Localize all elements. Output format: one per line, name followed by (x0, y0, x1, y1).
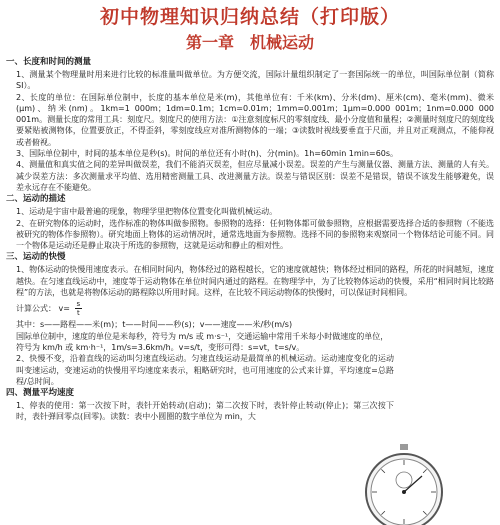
paragraph: 2、长度的单位：在国际单位制中，长度的基本单位是米(m)，其他单位有：千米(km)、分米(dm)、厘米(cm)、毫米(mm)、微米(μm)、纳米(nm)。1km=1 000m；1dm=0.1m；1cm=0.01m；1mm=0.001m；1μm=0.000 001m；1nm=0.000 000 001m。测量长度的常用工具：刻度尺。刻度尺的使用方法：①注意刻度标尺的零刻度线、最小分度值和量程；②测量时刻度尺的刻度线要紧贴被测物体，位置要放正，不得歪斜，零刻度线应对准所测物体的一端；③读数时视线要垂直于尺面，并且对正观测点，不能仰视或者俯视。 (16, 92, 494, 147)
section-heading: 二、运动的描述 (6, 194, 66, 205)
stopwatch-pivot (402, 490, 406, 494)
stopwatch-crown (400, 444, 408, 450)
paragraph: 1、测量某个物理量时用来进行比较的标准量叫做单位。为方便交流，国际计量组织制定了一套国际统一的单位，叫国际单位制（简称 SI）。 (16, 70, 494, 91)
wrap-block (6, 353, 494, 422)
paragraph: 1、停表的使用：第一次按下时，表针开始转动(启动)；第二次按下时，表针停止转动(停止)；第三次按下时，表针弹回零点(回零)。读数：表中小圆圈的数字单位为 min，大 (16, 401, 394, 422)
formula-fraction (75, 300, 83, 317)
section-heading: 四、测量平均速度 (6, 388, 75, 399)
paragraph: 4、测量值和真实值之间的差异叫做误差，我们不能消灭误差，但应尽量减小误差。误差的产生与测量仪器、测量方法、测量的人有关。减少误差方法：多次测量求平均值、选用精密测量工具、改进测量方法。误差与错误区别：误差不是错误，错误不该发生能够避免，误差永远存在不能避免。 (16, 160, 494, 192)
symbol-line: 符号为 km/h 或 km·h⁻¹，1m/s=3.6km/h。v=s/t，变形可得：s=vt，t=s/v。 (16, 342, 305, 352)
stopwatch-image (356, 442, 452, 525)
formula-label: 计算公式： (16, 304, 56, 314)
paragraph: 1、运动是宇宙中最普遍的现象，物理学里把物体位置变化叫做机械运动。 (16, 207, 278, 217)
formula-v: v= (58, 304, 70, 314)
formula-legend: 其中：s——路程——米(m)；t——时间——秒(s)；v——速度——米/秒(m/s) (16, 320, 293, 330)
formula-denominator: t (76, 309, 80, 318)
paragraph: 2、快慢不变，沿着直线的运动叫匀速直线运动。匀速直线运动是最简单的机械运动。运动速度变化的运动叫变速运动，变速运动的快慢用平均速度来表示，粗略研究时，也可用速度的公式来计算，平均速度=总路程/总时间。 (16, 354, 394, 386)
chapter-title: 第一章 机械运动 (185, 33, 314, 52)
paragraph: 3、国际单位制中，时间的基本单位是秒(s)。时间的单位还有小时(h)、分(min)。1h=60min 1min=60s。 (16, 149, 399, 159)
section-heading: 一、长度和时间的测量 (6, 57, 92, 67)
paragraph: 1、物体运动的快慢用速度表示。在相同时间内，物体经过的路程越长，它的速度就越快；物体经过相同的路程，所花的时间越短，速度越快。在匀速直线运动中，速度等于运动物体在单位时间内通过的路程。在物理学中，为了比较物体运动的快慢，采用“相同时间比较路程”的方法，也就是将物体运动的路程除以所用时间。这样，在比较不同运动物体的快慢时，可以保证时间相同。 (16, 265, 494, 298)
units-line: 国际单位制中，速度的单位是米每秒，符号为 m/s 或 m·s⁻¹，交通运输中常用千米每小时做速度的单位， (16, 331, 389, 341)
section-heading: 三、运动的快慢 (6, 252, 66, 263)
paragraph: 2、在研究物体的运动时，选作标准的物体叫做参照物。参照物的选择：任何物体都可做参照物，应根据需要选择合适的参照物（不能选被研究的物体作参照物）。研究地面上物体的运动情况时，通常选地面为参照物。选择不同的参照物来观察同一个物体结论可能不同。同一个物体是运动还是静止取决于所选的参照物，这就是运动和静止的相对性。 (16, 218, 494, 251)
document-title: 初中物理知识归纳总结（打印版） (99, 6, 400, 28)
formula-numerator: s (76, 300, 81, 309)
speed-formula (6, 300, 494, 317)
